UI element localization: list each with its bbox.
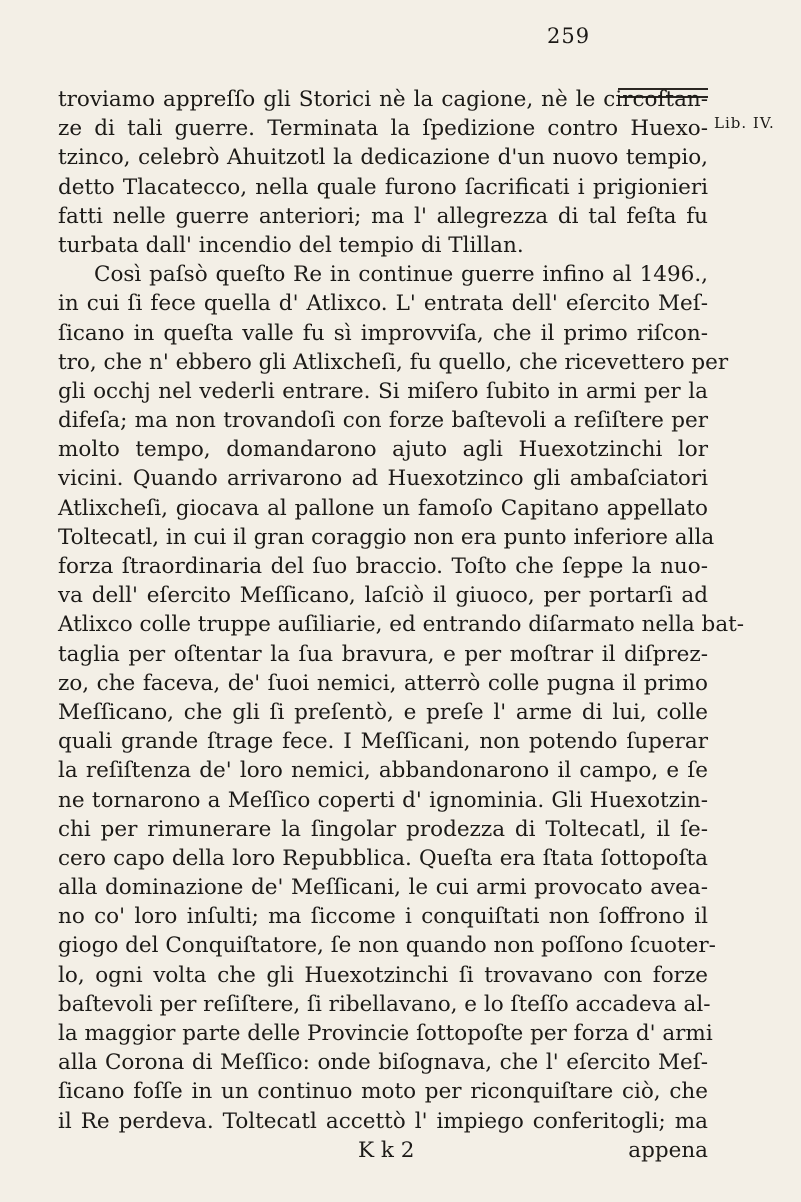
text-line: giogo del Conquiſtatore, ſe non quando non poſſono ſcuoter- xyxy=(58,933,716,959)
signature-mark: K k 2 xyxy=(358,1137,415,1163)
text-line: baſtevoli per reſiſtere, ſi ribellavano, e lo ſteſſo accadeva al- xyxy=(58,991,711,1017)
text-line: la reſiſtenza de' loro nemici, abbandonarono il campo, e ſe xyxy=(58,758,708,784)
text-line: chi per rimunerare la ſingolar prodezza di Toltecatl, il ſe- xyxy=(58,816,708,842)
text-line: molto tempo, domandarono ajuto agli Huexotzinchi lor xyxy=(58,437,708,463)
text-line: ſicano in queſta valle fu sì improvviſa, che il primo riſcon- xyxy=(58,320,708,346)
text-line: detto Tlacatecco, nella quale furono ſacrificati i prigionieri xyxy=(58,174,708,200)
text-line: difeſa; ma non trovandoſi con forze baſtevoli a reſiſtere per xyxy=(58,408,708,434)
text-line: ze di tali guerre. Terminata la ſpedizione contro Huexo- xyxy=(58,116,708,142)
text-line: gli occhj nel vederli entrare. Si miſero ſubito in armi per la xyxy=(58,378,708,404)
text-line: va dell' eſercito Meſſicano, laſciò il giuoco, per portarſi ad xyxy=(58,583,708,609)
text-line: Così paſsò queſto Re in continue guerre infino al 1496., xyxy=(94,262,708,288)
text-line: troviamo appreſſo gli Storici nè la cagione, nè le circoſtan- xyxy=(58,87,708,112)
text-line: cero capo della loro Repubblica. Queſta era ſtata ſottopoſta xyxy=(58,845,708,871)
text-line: zo, che faceva, de' ſuoi nemici, atterrò colle pugna il primo xyxy=(58,670,708,696)
text-line: taglia per oſtentar la ſua bravura, e per moſtrar il diſprez- xyxy=(58,641,708,667)
text-line: fatti nelle guerre anteriori; ma l' allegrezza di tal feſta fu xyxy=(58,203,708,229)
text-line: vicini. Quando arrivarono ad Huexotzinco gli ambaſciatori xyxy=(58,466,708,492)
text-line: Toltecatl, in cui il gran coraggio non era punto inferiore alla xyxy=(58,524,715,550)
text-line: Atlixco colle truppe auſiliarie, ed entrando diſarmato nella bat- xyxy=(58,612,745,638)
text-line: Meſſicano, che gli ſi preſentò, e preſe l' arme di lui, colle xyxy=(58,699,708,725)
text-line: alla dominazione de' Meſſicani, le cui armi provocato avea- xyxy=(58,875,708,901)
text-line: la maggior parte delle Provincie ſottopoſte per forza d' armi xyxy=(58,1021,713,1046)
signature-line xyxy=(58,1136,708,1165)
text-line: ſicano foſſe in un continuo moto per riconquiſtare ciò, che xyxy=(58,1079,708,1105)
text-line: forza ſtraordinaria del ſuo braccio. Toſto che ſeppe la nuo- xyxy=(58,554,708,579)
text-line: in cui ſi fece quella d' Atlixco. L' entrata dell' eſercito Meſ- xyxy=(58,291,708,317)
page-number: 259 xyxy=(547,24,591,48)
text-line: tro, che n' ebbero gli Atlixcheſi, fu quello, che ricevettero per xyxy=(58,349,729,375)
text-line: Atlixcheſi, giocava al pallone un famoſo Capitano appellato xyxy=(58,495,708,521)
text-line: quali grande ſtrage fece. I Meſſicani, non potendo ſuperar xyxy=(58,729,708,755)
text-line: tzinco, celebrò Ahuitzotl la dedicazione d'un nuovo tempio, xyxy=(58,145,708,171)
running-head: Lib. IV. xyxy=(714,114,775,132)
text-line: turbata dall' incendio del tempio di Tlillan. xyxy=(58,232,524,258)
text-line: il Re perdeva. Toltecatl accettò l' impiego conferitogli; ma xyxy=(58,1108,708,1134)
catchword: appena xyxy=(628,1137,708,1163)
text-line: no co' loro inſulti; ma ſiccome i conquiſtati non ſoffrono il xyxy=(58,904,708,930)
text-line: lo, ogni volta che gli Huexotzinchi ſi trovavano con forze xyxy=(58,962,708,988)
text-line: alla Corona di Meſſico: onde biſognava, che l' eſercito Meſ- xyxy=(58,1050,708,1076)
text-line: ne tornarono a Meſſico coperti d' ignominia. Gli Huexotzin- xyxy=(58,787,708,813)
